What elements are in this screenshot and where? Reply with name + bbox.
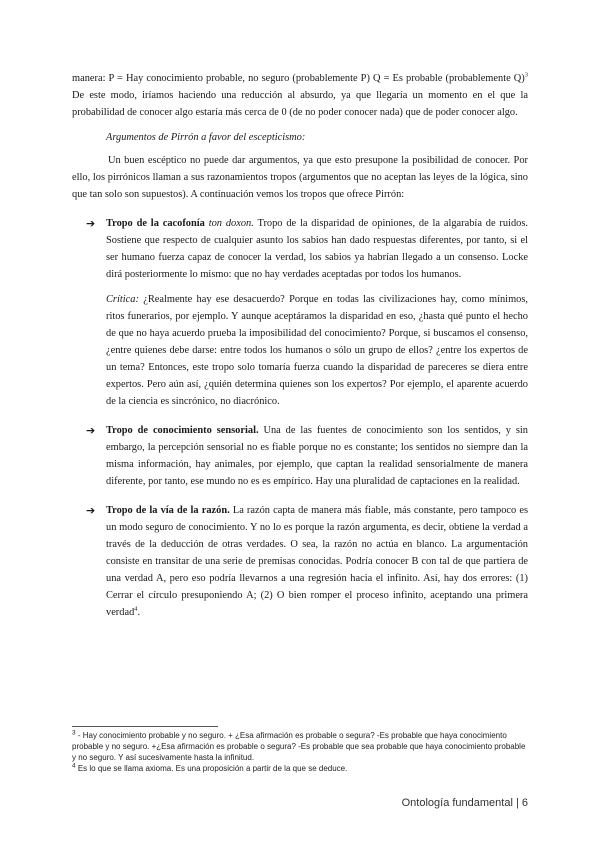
bullet-cacofonia <box>72 215 528 283</box>
footnote-number: 4 <box>72 762 76 770</box>
bullet-title: Tropo de la cacofonía <box>106 218 205 229</box>
paragraph-tropos-intro: Un buen escéptico no puede dar argumentos, ya que esto presupone la posibilidad de conocer. Por ello, los pirrónicos llaman a sus razonamientos tropos (argumentos que no aceptan las leyes de la lógica, sino que tan solo son supuestos). A continuación vemos los tropos que ofrece Pirrón: <box>72 155 528 200</box>
footnotes <box>72 730 528 774</box>
page-footer: Ontología fundamental | 6 <box>401 797 528 809</box>
bullet-title: Tropo de conocimiento sensorial. <box>106 425 259 436</box>
subheading: Argumentos de Pirrón a favor del escepticismo: <box>106 132 306 143</box>
document-body <box>72 70 528 621</box>
bullet-end: . <box>137 607 141 618</box>
greek-term: ton doxon. <box>208 218 254 229</box>
paragraph-intro <box>72 70 528 121</box>
footnote-text: - Hay conocimiento probable y no seguro. + ¿Esa afirmación es probable o segura? -Es probable que haya conocimiento probable y no seguro. +¿Esa afirmación es probable o segura? -Es probable que sea probable que haya conocimiento probable y no seguro. Y así sucesivamente hasta la infinitud. <box>72 731 526 762</box>
para-text-cont: De este modo, iríamos haciendo una reducción al absurdo, ya que llegaría un momento en el que la probabilidad de conocer algo estaría más cerca de 0 (de no poder conocer nada) que de poder conocer algo. <box>72 90 528 118</box>
bullet-body: Una de las fuentes de conocimiento son los sentidos, y sin embargo, la percepción sensorial no es fiable porque no es constante; los sentidos no siempre dan la misma información, hay animales, por ejemplo, que captan la realidad sensorialmente de manera diferente, por tanto, ese mundo no es es empírico. Hay una pluralidad de captaciones en la realidad. <box>106 425 529 487</box>
bullet-body: La razón capta de manera más fiable, más constante, pero tampoco es un modo seguro de conocimiento. Y no lo es porque la razón argumenta, es decir, obtiene la verdad a través de la deducción de otras verdades. O sea, la razón no actúa en blanco. La argumentación consiste en transitar de una serie de premisas conocidas. Podría conocer B con tal de que partiera de una verdad A, pero eso podría llevarnos a una regresión hacia el infinito. Así, hay dos errores: (1) Cerrar el círculo presuponiendo A; (2) O bien romper el proceso infinito, aceptando una primera verdad <box>106 505 528 618</box>
critica-block <box>72 291 528 410</box>
footnote-ref-3[interactable]: 3 <box>524 71 528 79</box>
bullet-sensorial <box>72 422 528 490</box>
bullet-text <box>106 422 528 490</box>
footnote-3 <box>72 730 528 763</box>
critica-text <box>106 291 528 410</box>
arrow-icon: ➔ <box>86 504 96 517</box>
footnote-text: Es lo que se llama axioma. Es una proposición a partir de la que se deduce. <box>75 764 348 773</box>
bullet-body: Tropo de la disparidad de opiniones, de la algarabía de ruidos. Sostiene que respecto de cualquier asunto los sabios han dado respuestas diferentes, por tanto, si el ser humano fuerza capaz de conocer la verdad, los sabios ya habrían llegado a un consenso. Locke dirá posteriormente lo mismo: que no hay verdades aceptadas por todos los humanos. <box>106 218 528 280</box>
critica-label: Crítica: <box>106 294 139 305</box>
footnote-ref-4[interactable]: 4 <box>134 605 138 613</box>
footnote-4 <box>72 763 528 774</box>
para-text: manera: P = Hay conocimiento probable, no seguro (probablemente P) Q = Es probable (probablemente Q) <box>72 73 525 84</box>
footnote-number: 3 <box>72 729 76 737</box>
bullet-text <box>106 215 528 283</box>
arrow-icon: ➔ <box>86 217 96 230</box>
bullet-razon <box>72 502 528 621</box>
critica-body: ¿Realmente hay ese desacuerdo? Porque en todas las civilizaciones hay, como mínimos, ritos funerarios, por ejemplo. Y aunque aceptáramos la disparidad en eso, ¿hasta qué punto el hecho de que no haya acuerdo prueba la imposibilidad del conocimiento? Porque, si buscamos el consenso, ¿entre quienes debe darse: entre todos los humanos o sólo un grupo de ellos? ¿entre los expertos de un tema? Entonces, este tropo solo tomaría fuerza cuando la disparidad de pareceres se diera entre expertos. Pero aún así, ¿quién determina quienes son los expertos? Por ejemplo, el aparente acuerdo de la ciencia es sincrónico, no diacrónico. <box>106 294 528 407</box>
bullet-text <box>106 502 528 621</box>
bullet-title: Tropo de la vía de la razón. <box>106 505 230 516</box>
footnote-divider <box>72 726 218 727</box>
arrow-icon: ➔ <box>86 424 96 437</box>
